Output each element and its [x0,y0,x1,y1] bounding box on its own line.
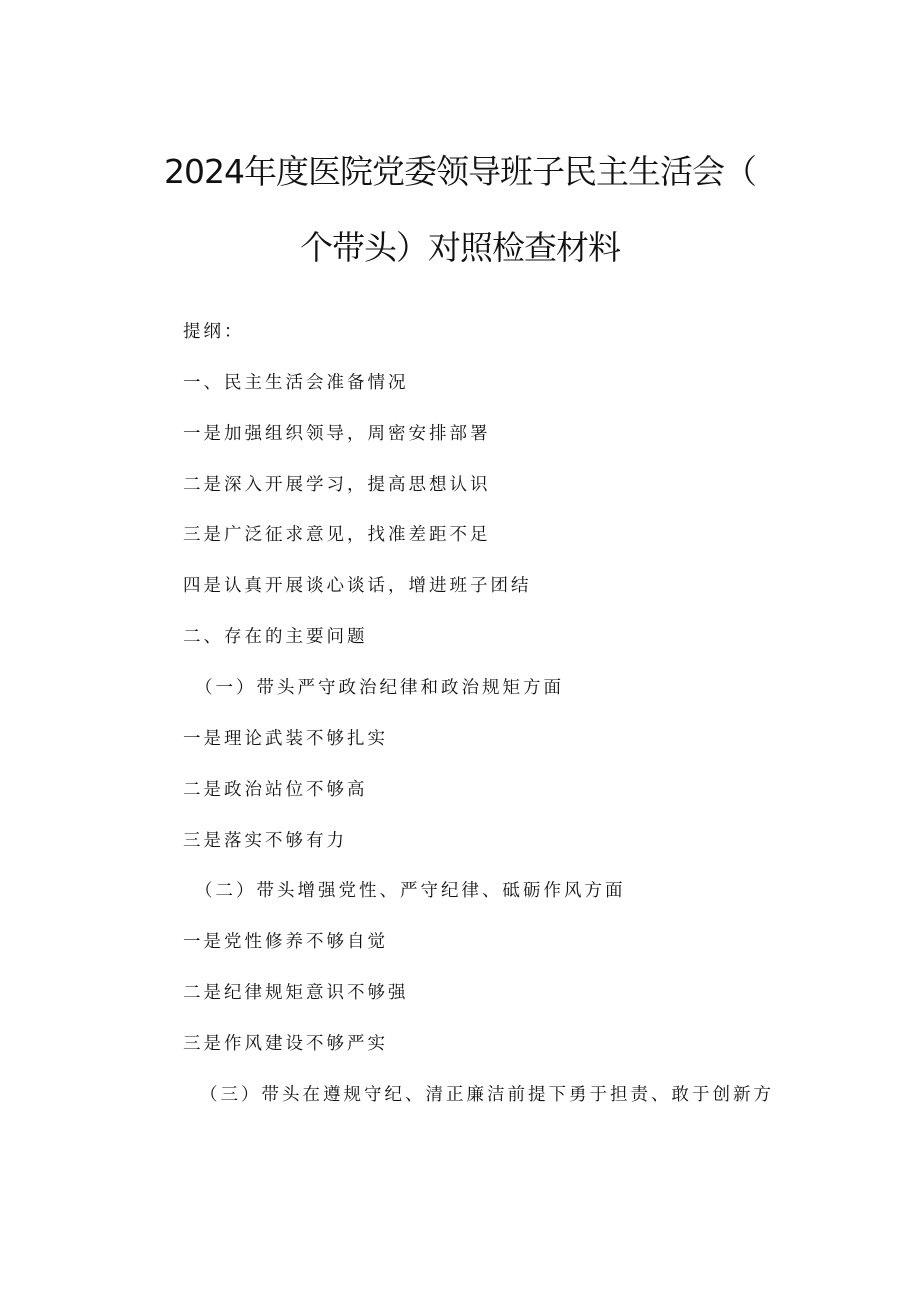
paragraph-line: 三是作风建设不够严实 [183,1034,388,1054]
document-title-line-1: 2024年度医院党委领导班子民主生活会（ [164,152,756,191]
paragraph-line: 二是深入开展学习，提高思想认识 [183,475,491,495]
subsection-heading: （一）带头严守政治纪律和政治规矩方面 [195,678,564,698]
paragraph-line: 三是广泛征求意见，找准差距不足 [183,525,491,545]
paragraph-line: 二是纪律规矩意识不够强 [183,983,409,1003]
section-heading-preparation: 一、民主生活会准备情况 [183,373,409,393]
paragraph-line: 二是政治站位不够高 [183,780,368,800]
section-heading-problems: 二、存在的主要问题 [183,627,368,647]
paragraph-line: 一是加强组织领导，周密安排部署 [183,424,491,444]
paragraph-line: 一是党性修养不够自觉 [183,932,388,952]
document-title-line-2: 个带头）对照检查材料 [300,228,620,267]
paragraph-line: 三是落实不够有力 [183,831,347,851]
subsection-heading: （三）带头在遵规守纪、清正廉洁前提下勇于担责、敢于创新方 [200,1085,774,1105]
paragraph-line: 四是认真开展谈心谈话，增进班子团结 [183,576,532,596]
outline-label: 提纲： [183,322,245,342]
paragraph-line: 一是理论武装不够扎实 [183,729,388,749]
subsection-heading: （二）带头增强党性、严守纪律、砥砺作风方面 [195,881,626,901]
